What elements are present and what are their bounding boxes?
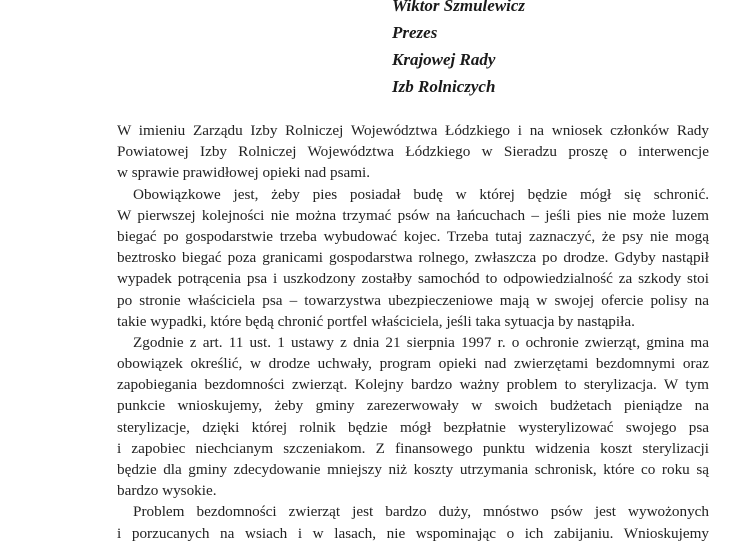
text-line: obowiązek określić, w drodze uchwały, program opieki nad zwierzętami bezdomnymi oraz <box>117 355 709 373</box>
text-line: Problem bezdomności zwierząt jest bardzo duży, mnóstwo psów jest wywożonych <box>133 503 709 521</box>
text-line: Obowiązkowe jest, żeby pies posiadał budę w której będzie mógł się schronić. <box>133 185 709 203</box>
paragraph-2 <box>117 184 709 332</box>
text-line: W imieniu Zarządu Izby Rolniczej Województwa Łódzkiego i na wniosek członków Rady <box>117 122 709 139</box>
addressee-block <box>392 0 525 100</box>
paragraph-4 <box>117 501 709 543</box>
paragraph-1 <box>117 120 709 184</box>
addressee-title: Prezes <box>392 23 438 42</box>
addressee-organization: Krajowej Rady <box>392 50 496 69</box>
text-line: zapobiegania bezdomności zwierząt. Kolejny bardzo ważny problem to sterylizacja. W tym <box>117 376 709 394</box>
text-line: sterylizacje, dzięki której rolnik będzie mógł bezpłatnie wysterylizować swojego psa <box>117 418 709 436</box>
letter-body <box>117 120 709 544</box>
addressee-name: Wiktor Szmulewicz <box>392 0 526 15</box>
text-line: W pierwszej kolejności nie można trzymać psów na łańcuchach – jeśli pies nie może luzem <box>117 206 709 224</box>
text-line: będzie dla gminy zdecydowanie mniejszy niż koszty utrzymania schronisk, które co roku są <box>117 461 709 478</box>
text-line: i porzucanych na wsiach i w lasach, nie wspominając o ich zabijaniu. Wnioskujemy <box>117 524 709 542</box>
text-line: wypadek potrącenia psa i uszkodzony zostałby samochód to odpowiedzialność za szkody stoi <box>117 270 709 288</box>
text-line: biegać po gospodarstwie trzeba wybudować kojec. Trzeba tutaj zaznaczyć, że psy nie mogą <box>117 227 709 245</box>
text-line: Powiatowej Izby Rolniczej Województwa Łódzkiego w Sieradzu proszę o interwencje <box>117 143 709 161</box>
text-line: takie wypadki, które będą chronić portfel właściciela, jeśli taka sytuacja by nastąpiła. <box>117 312 635 330</box>
text-line: punkcie wnioskujemy, żeby gminy zarezerwowały w swoich budżetach pieniądze na <box>117 397 709 415</box>
text-line: w sprawie prawidłowej opieki nad psami. <box>117 164 371 182</box>
text-line: bardzo wysokie. <box>117 482 217 500</box>
text-line: po stronie właściciela psa – towarzystwa ubezpieczeniowe mają w swojej ofercie polisy na <box>117 291 709 309</box>
text-line: Zgodnie z art. 11 ust. 1 ustawy z dnia 21 sierpnia 1997 r. o ochronie zwierząt, gmina ma <box>133 333 709 351</box>
text-line: beztrosko biegać poza granicami gospodarstwa rolnego, zwłaszcza po drodze. Gdyby nastąpił <box>117 249 709 267</box>
addressee-organization-2: Izb Rolniczych <box>392 77 496 96</box>
paragraph-3 <box>117 332 709 502</box>
text-line: i zapobiec niechcianym szczeniakom. Z finansowego punktu widzenia koszt sterylizacji <box>117 439 709 457</box>
